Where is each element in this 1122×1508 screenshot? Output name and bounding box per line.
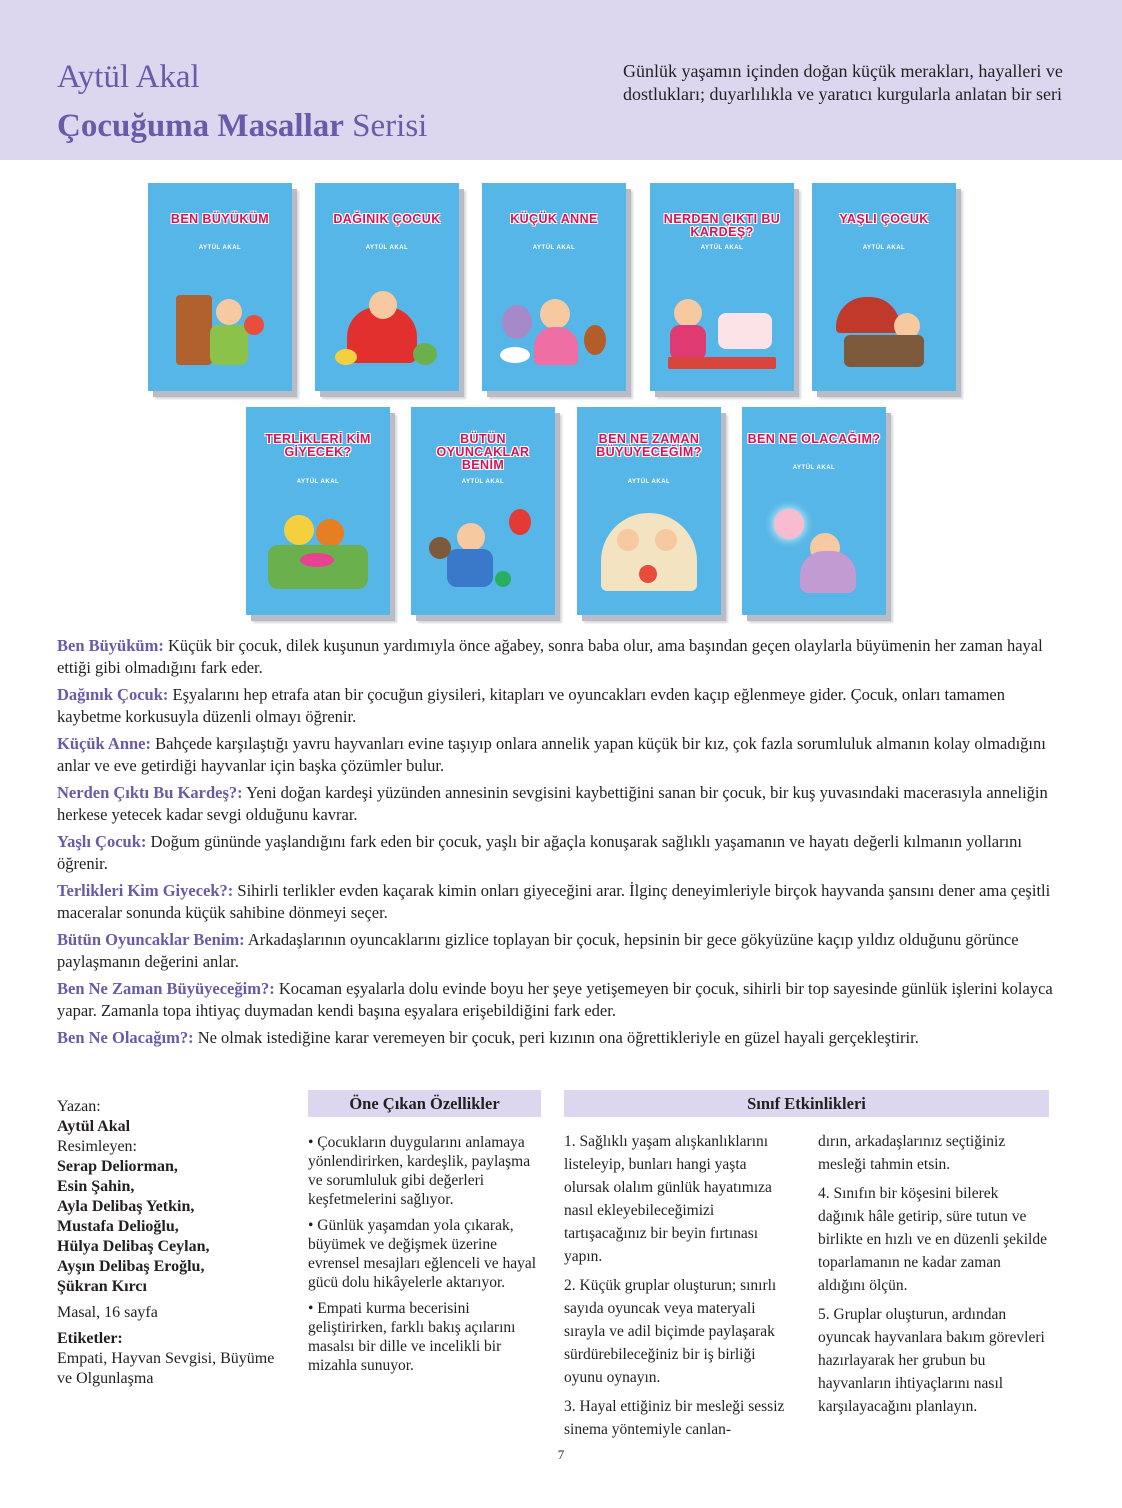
illustrator-name: Ayşın Delibaş Eroğlu,	[57, 1258, 205, 1275]
book-descriptions	[57, 635, 1062, 1054]
illustrator-name: Ayla Delibaş Yetkin,	[57, 1198, 195, 1215]
cover-author: AYTÜL AKAL	[627, 479, 671, 485]
description-text: Eşyalarını hep etrafa atan bir çocuğun giysileri, kitapları ve oyuncakları evden kaçıp eğlenmeye gider. Çocuk, onları tamamen kaybetme korkusuyla düzenli olmayı öğrenir.	[57, 685, 1006, 726]
cover-illustration	[264, 509, 372, 595]
book-cover-ben-ne-olacagim[interactable]	[742, 407, 886, 615]
cover-title: DAĞINIK ÇOCUK	[333, 212, 441, 226]
feature-item: • Günlük yaşamdan yola çıkarak, büyümek ve değişmek üzerine evrensel mesajları eğlenceli ve hayal gücü dolu hikâyelerle aktarıyor.	[308, 1217, 537, 1291]
description-title: Bütün Oyuncaklar Benim:	[57, 930, 245, 949]
format-info: Masal, 16 sayfa	[57, 1304, 158, 1321]
cover-title: BEN NE ZAMAN BÜYÜYECEĞİM?	[596, 432, 702, 459]
book-cover-terlikleri-kim-giyecek[interactable]	[246, 407, 390, 615]
description-kucuk-anne	[57, 733, 1062, 777]
cover-author: AYTÜL AKAL	[461, 479, 505, 485]
illustrator-name: Şükran Kırcı	[57, 1278, 147, 1295]
cover-title: NERDEN ÇIKTI BU KARDEŞ?	[663, 212, 781, 239]
book-cover-kucuk-anne[interactable]	[482, 183, 626, 391]
cover-author: AYTÜL AKAL	[700, 245, 744, 251]
activity-item: 5. Gruplar oluşturun, ardından oyuncak hayvanlara bakım görevleri hazırlayarak her grubun bu hayvanların ihtiyaçlarını nasıl karşılayacağını planlayın.	[818, 1306, 1045, 1415]
series-title	[57, 106, 427, 146]
cover-title: BÜTÜN OYUNCAKLAR BENİM	[436, 432, 530, 472]
cover-author: AYTÜL AKAL	[532, 245, 576, 251]
feature-item: • Empati kurma becerisini geliştirirken, farklı bakış açılarını masalsı bir dille ve incelikli bir mizahla sunuyor.	[308, 1300, 516, 1374]
description-yasli-cocuk	[57, 831, 1062, 875]
description-butun-oyuncaklar-benim	[57, 929, 1062, 973]
description-text: Ne olmak istediğine karar veremeyen bir çocuk, peri kızının ona öğrettikleriyle en güzel hayali gerçekleştirir.	[193, 1028, 919, 1047]
description-terlikleri-kim-giyecek	[57, 880, 1062, 924]
activities-section	[564, 1090, 1049, 1447]
activity-item: 1. Sağlıklı yaşam alışkanlıklarını listeleyip, bunları hangi yaşta olursak olalım günlük hayatımıza nasıl ekleyebileceğimizi tartışacağınız bir beyin fırtınası yapın.	[564, 1133, 772, 1265]
description-title: Ben Büyüküm:	[57, 636, 164, 655]
cover-illustration	[830, 285, 938, 371]
page-number: 7	[557, 1447, 565, 1462]
cover-illustration	[429, 509, 537, 595]
description-title: Küçük Anne:	[57, 734, 151, 753]
series-header	[0, 0, 1122, 160]
cover-title: BEN NE OLACAĞIM?	[747, 432, 881, 446]
series-author: Aytül Akal	[57, 59, 200, 95]
activities-columns	[564, 1130, 1049, 1447]
description-ben-ne-olacagim	[57, 1027, 1062, 1049]
illustrator-name: Mustafa Delioğlu,	[57, 1218, 179, 1235]
features-heading: Öne Çıkan Özellikler	[308, 1090, 541, 1117]
book-cover-ben-ne-zaman-buyuyecegim[interactable]	[577, 407, 721, 615]
features-list	[308, 1133, 541, 1375]
illustrator-name: Esin Şahin,	[57, 1178, 135, 1195]
series-title-bold: Çocuğuma Masallar	[57, 108, 344, 144]
series-tagline: Günlük yaşamın içinden doğan küçük merakları, hayalleri ve dostlukları; duyarlılıkla ve yaratıcı kurgularla anlatan bir seri	[623, 61, 1063, 104]
tags-list: Empati, Hayvan Sevgisi, Büyüme ve Olgunlaşma	[57, 1350, 275, 1387]
cover-author: AYTÜL AKAL	[198, 245, 242, 251]
activity-item: 4. Sınıfın bir köşesini bilerek dağınık hâle getirip, süre tutun ve birlikte en hızlı ve en düzenli şekilde toparlamanın ne kadar zaman aldığını ölçün.	[818, 1185, 1047, 1294]
cover-title: YAŞLI ÇOCUK	[839, 212, 929, 226]
description-ben-ne-zaman-buyuyecegim	[57, 978, 1062, 1022]
cover-author: AYTÜL AKAL	[792, 465, 836, 471]
activities-column-left	[564, 1130, 794, 1447]
activities-column-right	[818, 1130, 1048, 1447]
description-title: Terlikleri Kim Giyecek?:	[57, 881, 234, 900]
description-title: Nerden Çıktı Bu Kardeş?:	[57, 783, 243, 802]
description-text: Doğum gününde yaşlandığını fark eden bir çocuk, yaşlı bir ağaçla konuşarak sağlıklı yaşamanın ve hayatı değerli kılmanın yollarını öğrenir.	[57, 832, 1023, 873]
cover-illustration	[333, 285, 441, 371]
cover-illustration	[668, 285, 776, 371]
cover-illustration	[760, 509, 868, 595]
cover-author: AYTÜL AKAL	[296, 479, 340, 485]
book-covers	[0, 180, 1122, 620]
description-title: Ben Ne Zaman Büyüyeceğim?:	[57, 979, 275, 998]
features-section	[308, 1090, 541, 1382]
description-text: Arkadaşlarının oyuncaklarını gizlice toplayan bir çocuk, hepsinin bir gece gökyüzüne kaçıp yıldız olduğunu görünce paylaşmanın değerini anlar.	[57, 930, 1019, 971]
cover-title: TERLİKLERİ KİM GİYECEK?	[265, 432, 371, 459]
illustrator-name: Serap Deliorman,	[57, 1158, 178, 1175]
description-text: Bahçede karşılaştığı yavru hayvanları evine taşıyıp onlara annelik yapan küçük bir kız, çok fazla sorumluluk almanın kolay olmadığını anlar ve eve getirdiği hayvanlar için başka çözümler bulur.	[57, 734, 1046, 775]
illustrator-name: Hülya Delibaş Ceylan,	[57, 1238, 210, 1255]
description-text: Küçük bir çocuk, dilek kuşunun yardımıyla önce ağabey, sonra baba olur, ama başından geçen olaylarla büyümenin her zaman hayal ettiği gibi olmadığını fark eder.	[57, 636, 1043, 677]
series-title-suffix: Serisi	[343, 108, 428, 144]
activities-heading: Sınıf Etkinlikleri	[564, 1090, 1049, 1117]
description-nerden-cikti-bu-kardes	[57, 782, 1062, 826]
book-cover-butun-oyuncaklar-benim[interactable]	[411, 407, 555, 615]
cover-title: KÜÇÜK ANNE	[510, 212, 598, 226]
description-text: Sihirli terlikler evden kaçarak kimin onları giyeceğini arar. İlginç deneyimleriyle birçok hayvanda şansını dener ama çeşitli maceralar sonunda küçük sahibine dönmeyi seçer.	[57, 881, 1051, 922]
activity-item: 2. Küçük gruplar oluşturun; sınırlı sayıda oyuncak veya materyali sırayla ve adil biçimde paylaşarak sürdürebileceğiniz bir iş birliği oyunu oynayın.	[564, 1277, 777, 1386]
book-cover-daginik-cocuk[interactable]	[315, 183, 459, 391]
description-ben-buyukum	[57, 635, 1062, 679]
cover-author: AYTÜL AKAL	[862, 245, 906, 251]
description-title: Yaşlı Çocuk:	[57, 832, 147, 851]
book-cover-nerden-cikti-bu-kardes[interactable]	[650, 183, 794, 391]
writer-label: Yazan:	[57, 1098, 101, 1115]
activity-item: 3. Hayal ettiğiniz bir mesleği sessiz sinema yöntemiyle canlan-	[564, 1398, 785, 1438]
book-metadata	[57, 1097, 287, 1389]
feature-item: • Çocukların duygularını anlamaya yönlendirirken, kardeşlik, paylaşma ve sorumluluk gibi değerleri keşfetmelerini sağlıyor.	[308, 1134, 531, 1208]
cover-illustration	[595, 509, 703, 595]
description-text: Yeni doğan kardeşi yüzünden annesinin sevgisini kaybettiğini sanan bir çocuk, bir kuş yuvasındaki macerasıyla anneliğin herkese yetecek kadar sevgi olduğunu kavrar.	[57, 783, 1048, 824]
description-title: Dağınık Çocuk:	[57, 685, 169, 704]
writer-name: Aytül Akal	[57, 1118, 131, 1135]
cover-author: AYTÜL AKAL	[365, 245, 409, 251]
description-title: Ben Ne Olacağım?:	[57, 1028, 194, 1047]
book-cover-ben-buyukum[interactable]	[148, 183, 292, 391]
activity-item: dırın, arkadaşlarınız seçtiğiniz mesleği tahmin etsin.	[818, 1133, 1006, 1173]
book-cover-yasli-cocuk[interactable]	[812, 183, 956, 391]
cover-title: BEN BÜYÜKÜM	[170, 212, 270, 226]
description-text: Kocaman eşyalarla dolu evinde boyu her şeye yetişemeyen bir çocuk, sihirli bir top sayesinde günlük işlerini kolayca yapar. Zamanla topa ihtiyaç duymadan kendi başına eşyalara erişebildiğini fark eder.	[57, 979, 1053, 1020]
description-daginik-cocuk	[57, 684, 1062, 728]
tags-label: Etiketler:	[57, 1330, 123, 1347]
cover-illustration	[500, 285, 608, 371]
illustrator-label: Resimleyen:	[57, 1138, 137, 1155]
cover-illustration	[166, 285, 274, 371]
